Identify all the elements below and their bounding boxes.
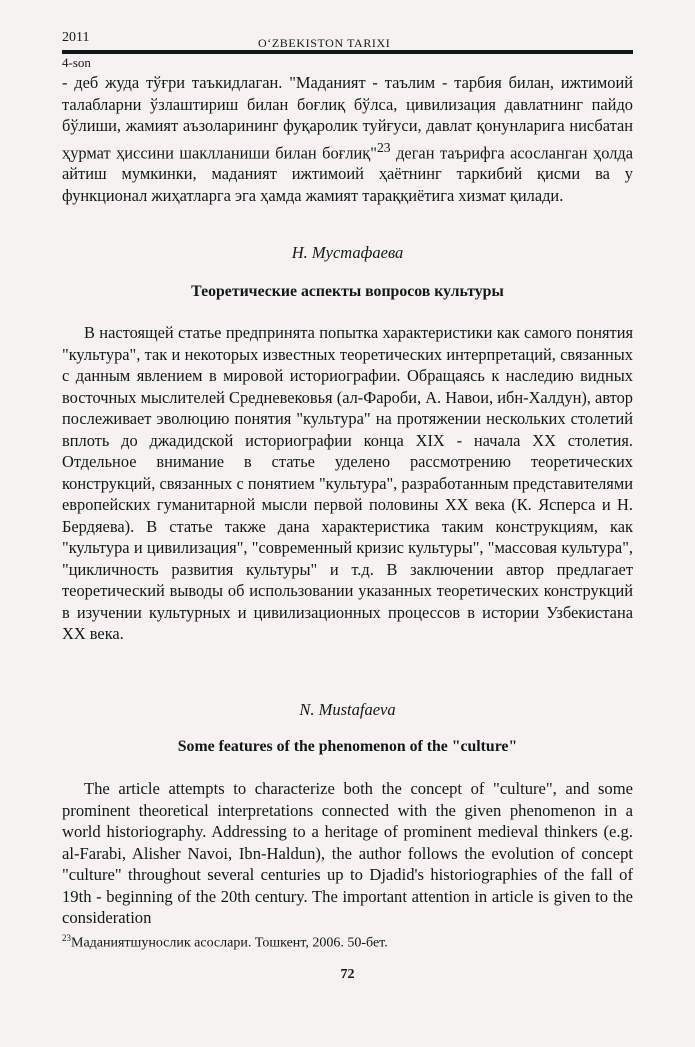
footnote-text: Маданиятшунослик асослари. Тошкент, 2006. 50-бет. — [71, 935, 388, 951]
page-number: 72 — [340, 967, 355, 982]
footnote — [62, 933, 633, 952]
intro-paragraph — [62, 72, 633, 206]
russian-abstract-body: В настоящей статье предпринята попытка характеристики как самого понятия "культура", так и некоторых известных теоретических интерпретаций, связанных с данным явлением в мировой историографии. Обращаясь к наследию видных восточных мыслителей Средневековья (ал-Фароби, А. Навои, ибн-Халдун), автор послеживает эволюцию понятия "культура" на протяжении нескольких столетий вплоть до джадидской историографии конца XIX - начала XX столетия. Отдельное внимание в статье уделено рассмотрению теоретических конструкций, связанных с понятием "культура", разработанным представителями европейских гуманитарной мысли первой половины XX века (К. Ясперса и Н. Бердяева). В статье также дана характеристика таким конструкциям, как "культура и цивилизация", "современный кризис культуры", "массовая культура", "цикличность развития культуры" и т.д. В заключении автор предлагает теоретический выводы об использовании указанных теоретических конструкций в изучении культурных и цивилизационных процессов в истории Узбекистана XX века. — [62, 323, 633, 643]
footnote-number: 23 — [62, 933, 71, 943]
intro-paragraph-tail: деган таърифга асосланган ҳолда айтиш мумкинки, маданият ижтимоий ҳаётнинг таркибий қисми ва у функционал жиҳатларга эга ҳамда жамият тараққиётига хизмат қилади. — [62, 142, 633, 205]
english-abstract-title: Some features of the phenomenon of the "culture" — [177, 738, 518, 755]
russian-abstract-author: Н. Мустафаева — [291, 243, 404, 262]
header-issue: 4-son — [62, 55, 91, 70]
header-rule — [62, 50, 633, 54]
russian-abstract-title: Теоретические аспекты вопросов культуры — [191, 283, 504, 300]
english-abstract-body: The article attempts to characterize both the concept of "culture", and some prominent theoretical interpretations connected with the given phenomenon in a world historiography. Addressing to a heritage of prominent medieval thinkers (e.g. al-Farabi, Alisher Navoi, Ibn-Haldun), the author follows the evolution of concept "culture" throughout several centuries up to Djadid's historiographies of the fall of 19th - beginning of the 20th century. The important attention in article is given to the consideration — [62, 779, 633, 927]
header-journal-title: O‘ZBEKISTON TARIXI — [258, 36, 391, 50]
footnote-ref: 23 — [376, 139, 391, 155]
intro-paragraph-text: - деб жуда тўғри таъкидлаган. "Маданият - таълим - тарбия билан, ижтимоий талабларни ўзлаштириш билан боғлиқ бўлса, цивилизация давлатнинг пайдо бўлиши, жамият аъзоларининг фуқаролик туйғуси, давлат қонунларига нисбатан ҳурмат ҳиссини шаклланиши билан боғлиқ" — [62, 73, 633, 162]
header-year: 2011 — [62, 30, 90, 45]
english-abstract-author: N. Mustafaeva — [299, 700, 396, 719]
